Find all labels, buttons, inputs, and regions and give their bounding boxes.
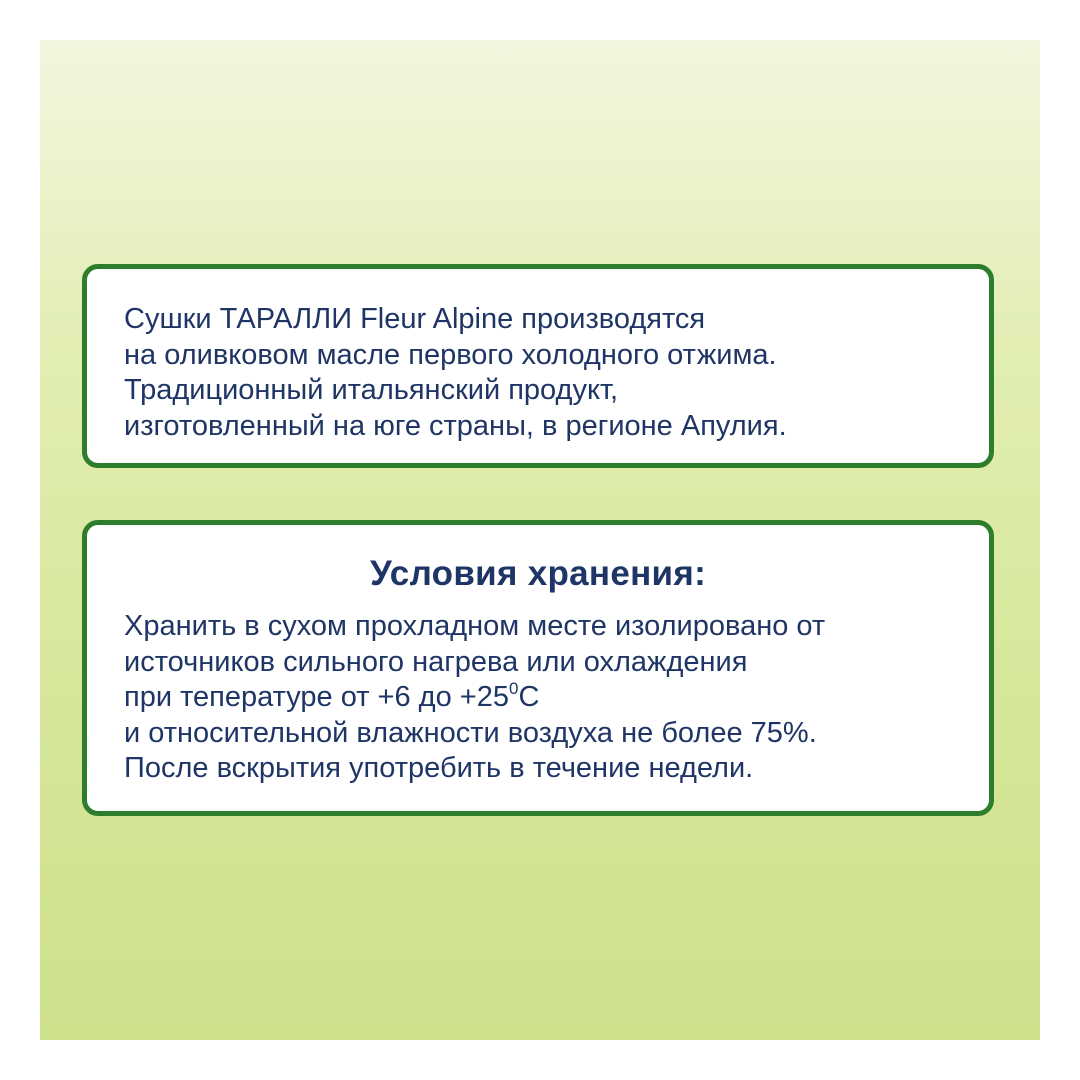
description-line: изготовленный на юге страны, в регионе Апулия. (124, 409, 787, 442)
storage-line: Хранить в сухом прохладном месте изолировано от (124, 610, 826, 642)
product-info-panel (40, 40, 1040, 1040)
storage-line: источников сильного нагрева или охлаждения (124, 645, 748, 678)
description-line: Сушки ТАРАЛЛИ Fleur Alpine производятся (124, 303, 706, 335)
storage-temperature-line (124, 680, 825, 716)
storage-conditions-card (82, 520, 994, 816)
description-line: Традиционный итальянский продукт, (124, 374, 619, 406)
product-description-card (82, 264, 994, 468)
storage-conditions-heading: Условия хранения: (369, 554, 707, 593)
storage-conditions-text (124, 609, 825, 787)
product-description-text (124, 302, 787, 444)
degree-superscript: 0 (508, 679, 519, 698)
storage-line: После вскрытия употребить в течение недели. (124, 752, 754, 784)
temperature-unit: С (518, 681, 540, 713)
storage-line: и относительной влажности воздуха не более 75%. (124, 716, 817, 749)
temperature-text: при тепературе от +6 до +25 (124, 681, 509, 713)
description-line: на оливковом масле первого холодного отжима. (124, 338, 777, 371)
